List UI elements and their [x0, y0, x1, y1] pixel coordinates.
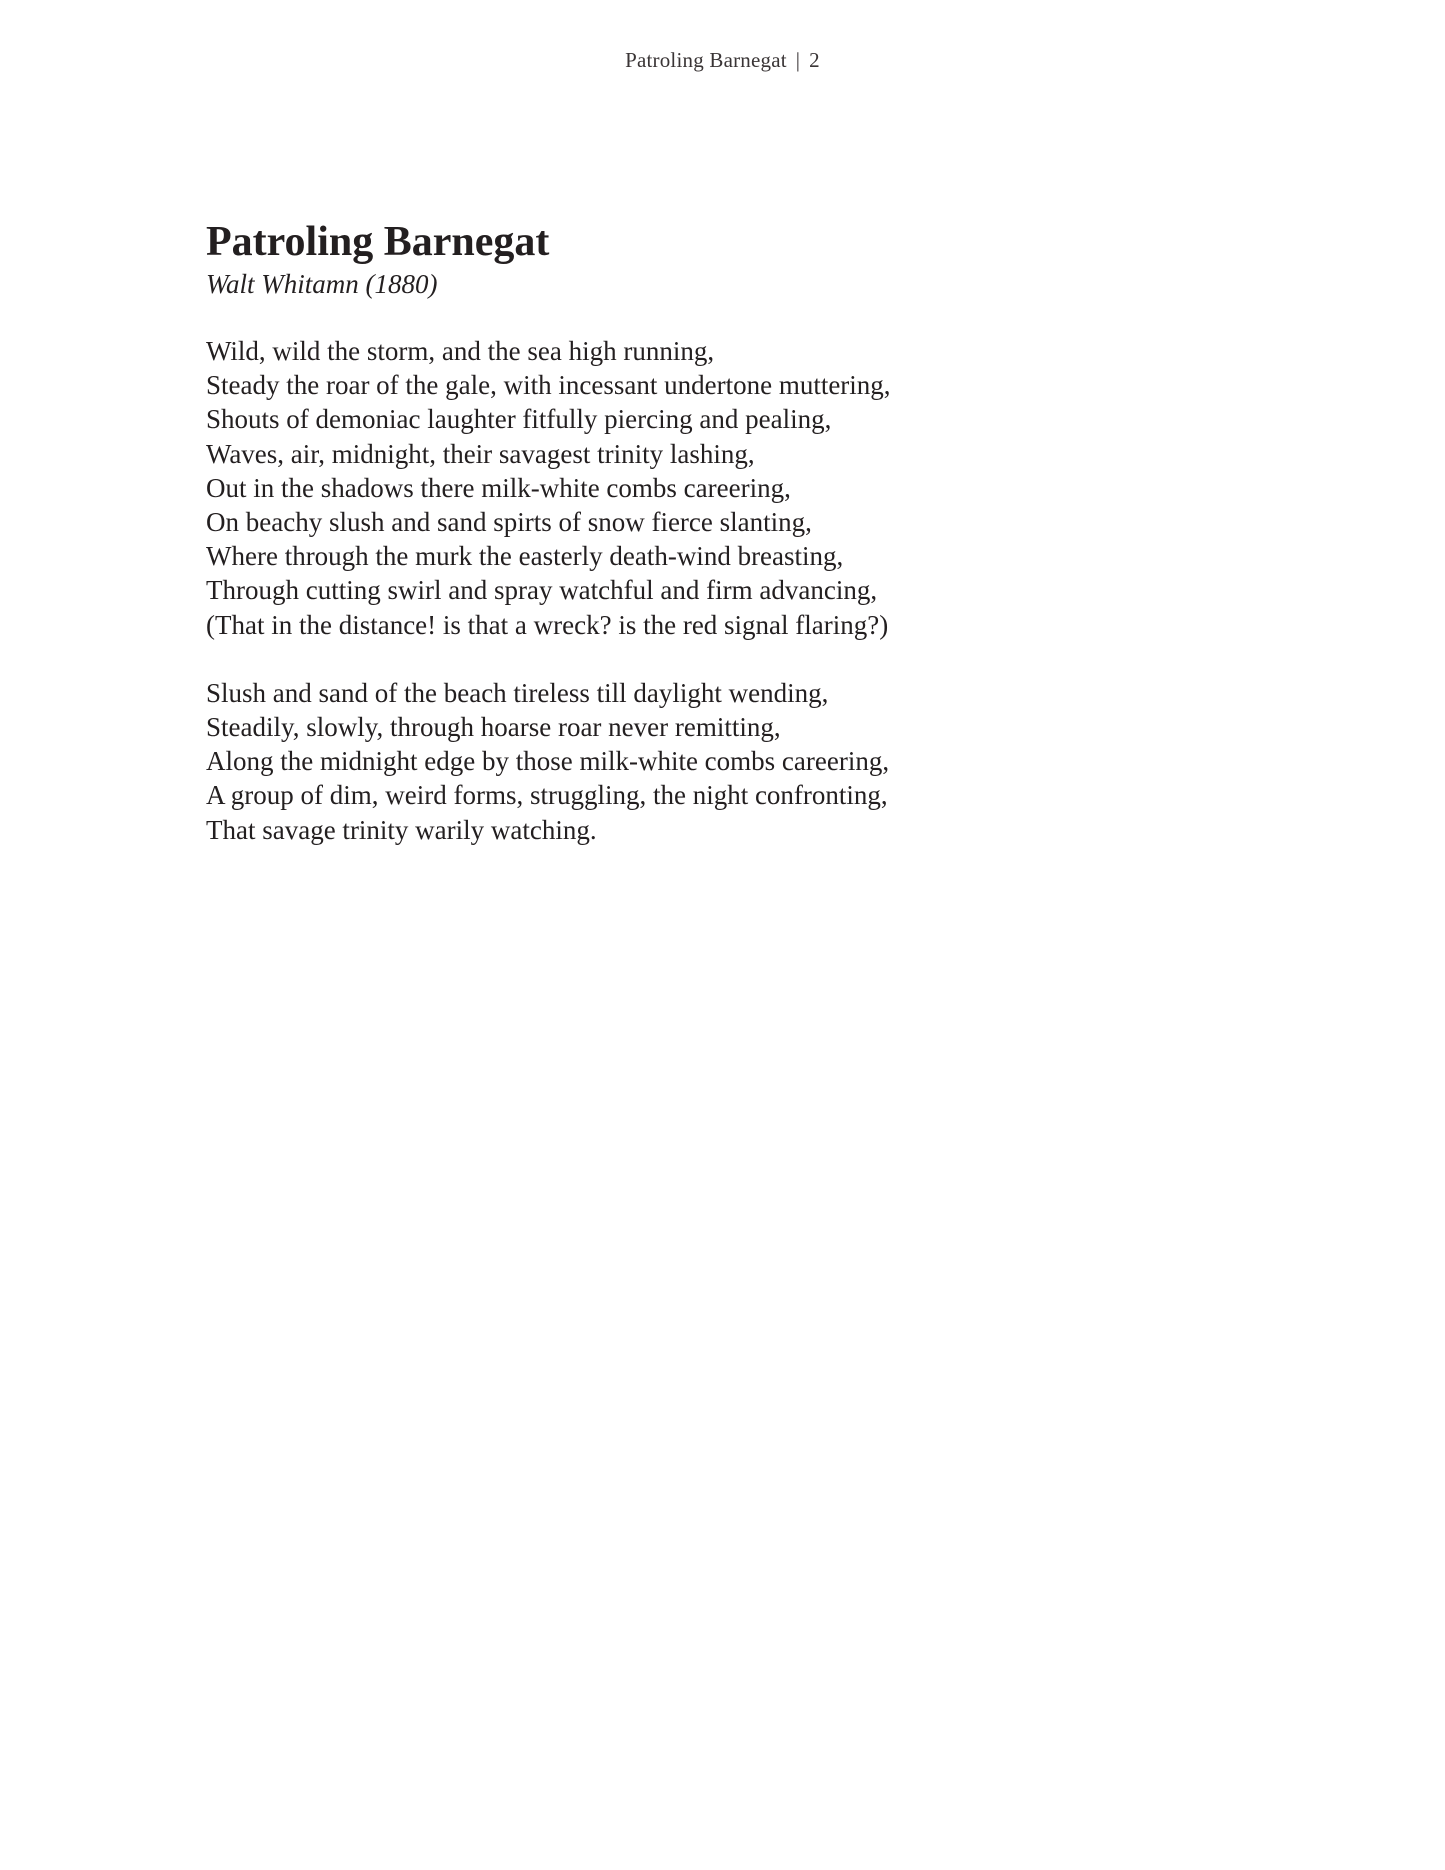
poem-content: [206, 216, 1226, 847]
running-header-title: Patroling Barnegat: [625, 48, 787, 72]
poem-line: (That in the distance! is that a wreck? is the red signal flaring?): [206, 609, 889, 640]
poem-line: On beachy slush and sand spirts of snow fierce slanting,: [206, 507, 812, 538]
poem-line: Steadily, slowly, through hoarse roar never remitting,: [206, 712, 781, 743]
poem-line: Steady the roar of the gale, with incessant undertone muttering,: [206, 370, 891, 401]
poem-line: A group of dim, weird forms, struggling, the night confronting,: [206, 780, 888, 811]
poem-line: Waves, air, midnight, their savagest trinity lashing,: [206, 438, 755, 469]
poem-line: That savage trinity warily watching.: [206, 814, 597, 845]
running-header-separator: |: [795, 48, 801, 72]
poem-line: Through cutting swirl and spray watchful and firm advancing,: [206, 575, 878, 606]
poem-line: Along the midnight edge by those milk-white combs careering,: [206, 746, 890, 777]
poem-line: Slush and sand of the beach tireless till daylight wending,: [206, 677, 829, 708]
poem-line: Out in the shadows there milk-white combs careering,: [206, 472, 791, 503]
page-number: 2: [809, 48, 820, 72]
stanza-2: [206, 676, 1226, 847]
poem-byline: Walt Whitamn (1880): [206, 269, 438, 299]
poem-title: Patroling Barnegat: [206, 219, 550, 265]
stanza-1: [206, 334, 1226, 642]
poem-line: Wild, wild the storm, and the sea high running,: [206, 336, 715, 366]
poem-line: Where through the murk the easterly death-wind breasting,: [206, 541, 844, 572]
running-header: [0, 48, 1445, 73]
poem-line: Shouts of demoniac laughter fitfully piercing and pealing,: [206, 404, 832, 435]
